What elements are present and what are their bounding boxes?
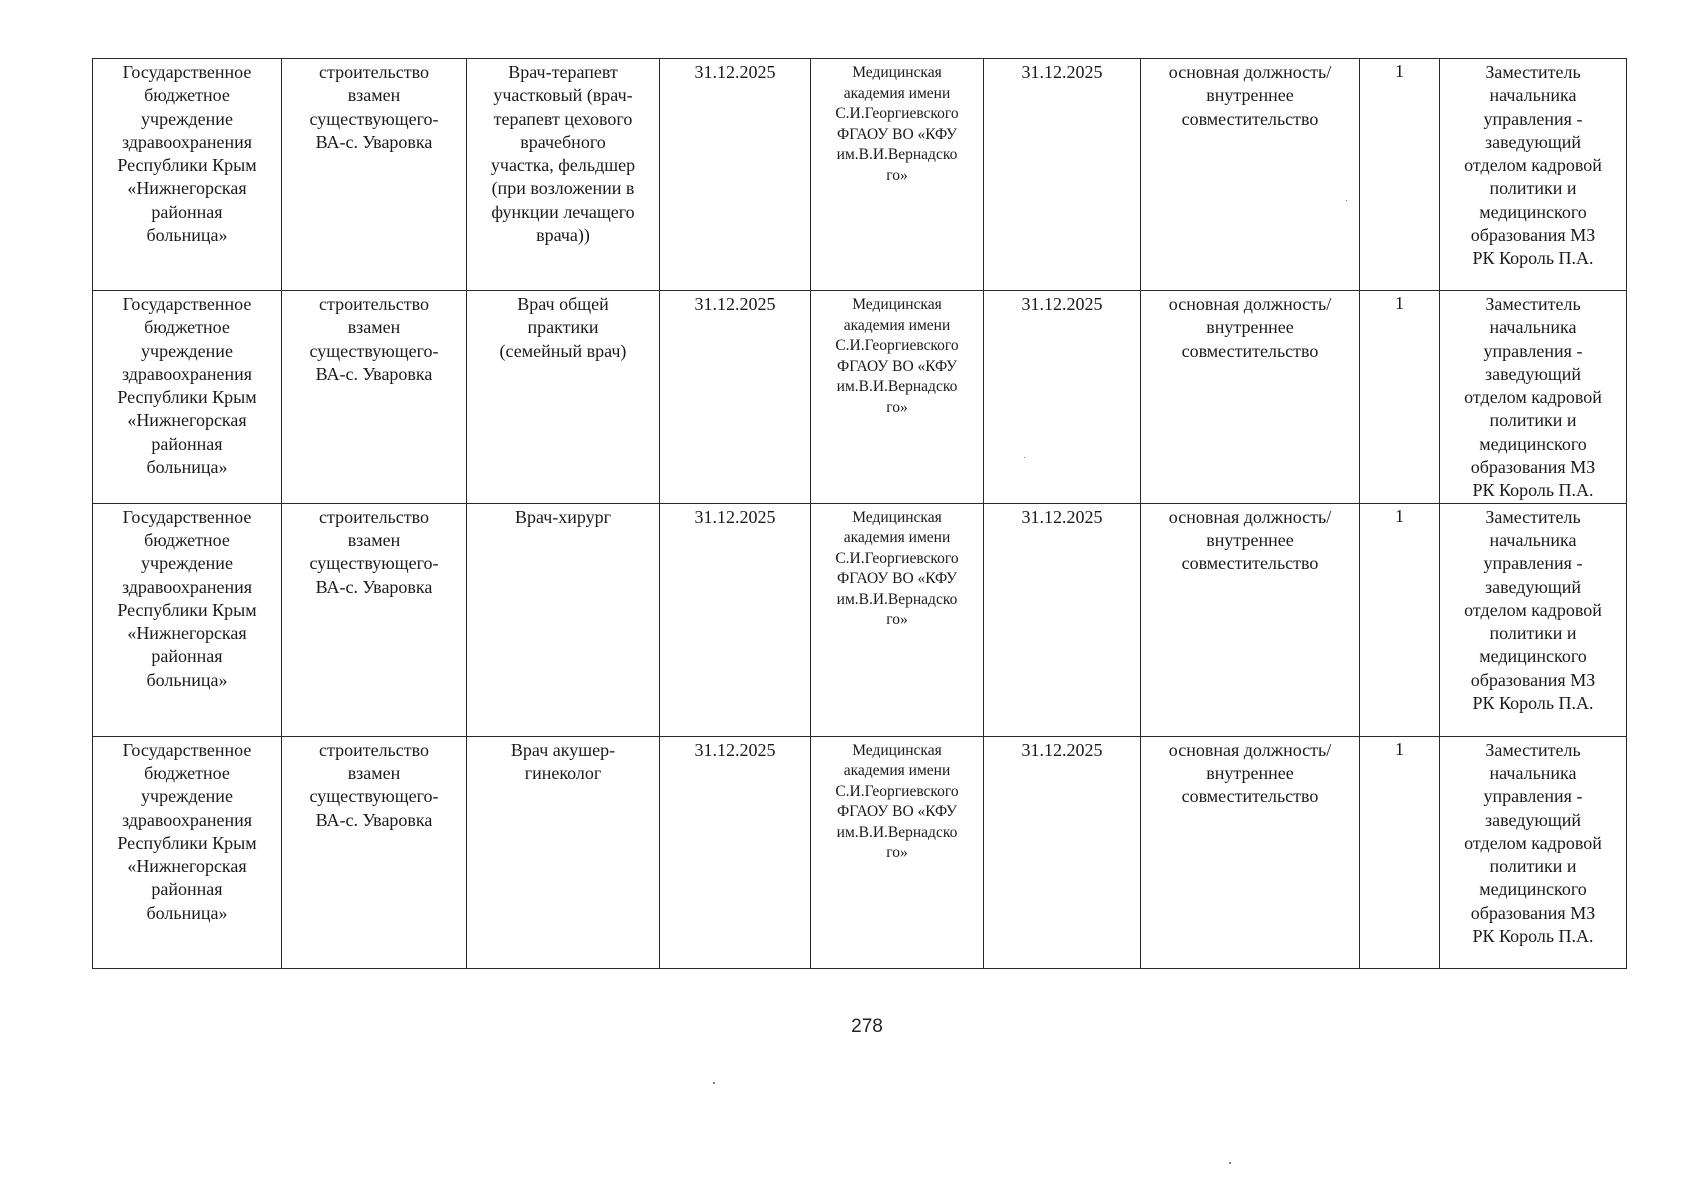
count-cell: 1: [1360, 503, 1440, 736]
responsible-cell: Заместитель начальника управления - заведующий отделом кадровой политики и медицинского образования МЗ РК Король П.А.: [1440, 59, 1627, 291]
institution-cell: Государственное бюджетное учреждение здравоохранения Республики Крым «Нижнегорская районная больница»: [93, 503, 282, 736]
count-cell: 1: [1360, 291, 1440, 504]
training-date-cell: 31.12.2025: [984, 59, 1141, 291]
academy-cell: Медицинская академия имени С.И.Георгиевского ФГАОУ ВО «КФУ им.В.И.Вернадско го»: [811, 59, 984, 291]
position-cell: Врач-терапевт участковый (врач- терапевт цехового врачебного участка, фельдшер (при возложении в функции лечащего врача)): [467, 59, 660, 291]
table-row: [93, 736, 1627, 968]
employment-type-cell: основная должность/ внутреннее совместительство: [1141, 503, 1360, 736]
institution-cell: Государственное бюджетное учреждение здравоохранения Республики Крым «Нижнегорская районная больница»: [93, 736, 282, 968]
deadline-cell: 31.12.2025: [660, 503, 811, 736]
deadline-cell: 31.12.2025: [660, 291, 811, 504]
deadline-cell: 31.12.2025: [660, 59, 811, 291]
responsible-cell: Заместитель начальника управления - заведующий отделом кадровой политики и медицинского образования МЗ РК Король П.А.: [1440, 503, 1627, 736]
scan-speck: [713, 1082, 715, 1084]
responsible-cell: Заместитель начальника управления - заведующий отделом кадровой политики и медицинского образования МЗ РК Король П.А.: [1440, 291, 1627, 504]
scan-speck: [1346, 200, 1347, 201]
employment-type-cell: основная должность/ внутреннее совместительство: [1141, 59, 1360, 291]
table-row: [93, 503, 1627, 736]
deadline-cell: 31.12.2025: [660, 736, 811, 968]
position-cell: Врач акушер- гинеколог: [467, 736, 660, 968]
reason-cell: строительство взамен существующего- ВА-с. Уваровка: [282, 736, 467, 968]
institution-cell: Государственное бюджетное учреждение здравоохранения Республики Крым «Нижнегорская районная больница»: [93, 59, 282, 291]
academy-cell: Медицинская академия имени С.И.Георгиевского ФГАОУ ВО «КФУ им.В.И.Вернадско го»: [811, 291, 984, 504]
training-date-cell: 31.12.2025: [984, 291, 1141, 504]
position-cell: Врач общей практики (семейный врач): [467, 291, 660, 504]
table-row: [93, 59, 1627, 291]
institution-cell: Государственное бюджетное учреждение здравоохранения Республики Крым «Нижнегорская районная больница»: [93, 291, 282, 504]
training-date-cell: 31.12.2025: [984, 503, 1141, 736]
reason-cell: строительство взамен существующего- ВА-с. Уваровка: [282, 59, 467, 291]
count-cell: 1: [1360, 736, 1440, 968]
page-number: 278: [851, 1016, 883, 1037]
count-cell: 1: [1360, 59, 1440, 291]
position-cell: Врач-хирург: [467, 503, 660, 736]
scan-speck: [1229, 1162, 1231, 1164]
scan-speck: [1024, 457, 1025, 458]
reason-cell: строительство взамен существующего- ВА-с. Уваровка: [282, 291, 467, 504]
academy-cell: Медицинская академия имени С.И.Георгиевского ФГАОУ ВО «КФУ им.В.И.Вернадско го»: [811, 736, 984, 968]
reason-cell: строительство взамен существующего- ВА-с. Уваровка: [282, 503, 467, 736]
employment-type-cell: основная должность/ внутреннее совместительство: [1141, 291, 1360, 504]
employment-type-cell: основная должность/ внутреннее совместительство: [1141, 736, 1360, 968]
responsible-cell: Заместитель начальника управления - заведующий отделом кадровой политики и медицинского образования МЗ РК Король П.А.: [1440, 736, 1627, 968]
academy-cell: Медицинская академия имени С.И.Георгиевского ФГАОУ ВО «КФУ им.В.И.Вернадско го»: [811, 503, 984, 736]
staffing-table: [92, 58, 1627, 969]
training-date-cell: 31.12.2025: [984, 736, 1141, 968]
table-row: [93, 291, 1627, 504]
